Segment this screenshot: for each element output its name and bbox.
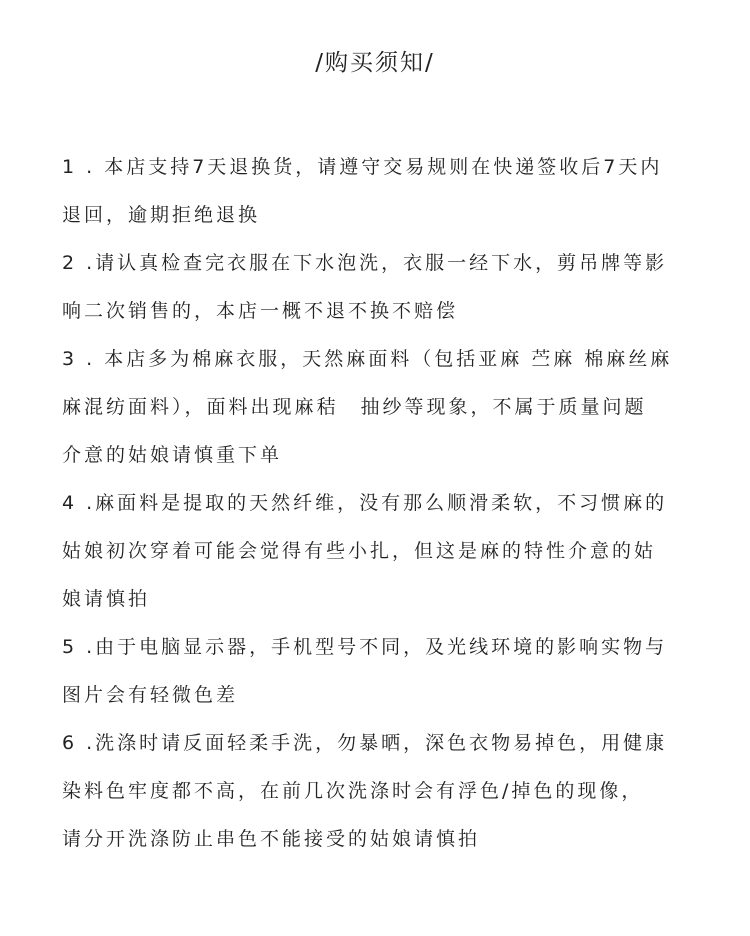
notice-line-10: 娘请慎拍	[62, 588, 151, 610]
notice-line-12: 图片会有轻微色差	[62, 684, 239, 706]
notice-line-3: 2 .请认真检查完衣服在下水泡洗，衣服一经下水，剪吊牌等影	[62, 252, 668, 274]
notice-line-2: 退回，逾期拒绝退换	[62, 204, 261, 226]
notice-line-4: 响二次销售的，本店一概不退不换不赔偿	[62, 300, 459, 322]
notice-line-9: 姑娘初次穿着可能会觉得有些小扎，但这是麻的特性介意的姑	[62, 540, 657, 562]
notice-line-8: 4 .麻面料是提取的天然纤维，没有那么顺滑柔软，不习惯麻的	[62, 492, 668, 514]
notice-line-14: 染料色牢度都不高，在前几次洗涤时会有浮色/掉色的现像，	[62, 780, 644, 802]
page-title: /购买须知/	[315, 50, 435, 76]
notice-line-13: 6 .洗涤时请反面轻柔手洗，勿暴晒，深色衣物易掉色，用健康	[62, 732, 668, 754]
notice-line-6: 麻混纺面料），面料出现麻秸 抽纱等现象，不属于质量问题	[62, 396, 647, 418]
notice-line-1: 1 . 本店支持7天退换货，请遵守交易规则在快递签收后7天内	[62, 156, 663, 178]
notice-line-5: 3 . 本店多为棉麻衣服，天然麻面料（包括亚麻 苎麻 棉麻丝麻	[62, 348, 673, 370]
notice-line-11: 5 .由于电脑显示器，手机型号不同，及光线环境的影响实物与	[62, 636, 668, 658]
notice-line-15: 请分开洗涤防止串色不能接受的姑娘请慎拍	[62, 828, 481, 850]
notice-line-7: 介意的姑娘请慎重下单	[62, 444, 283, 466]
